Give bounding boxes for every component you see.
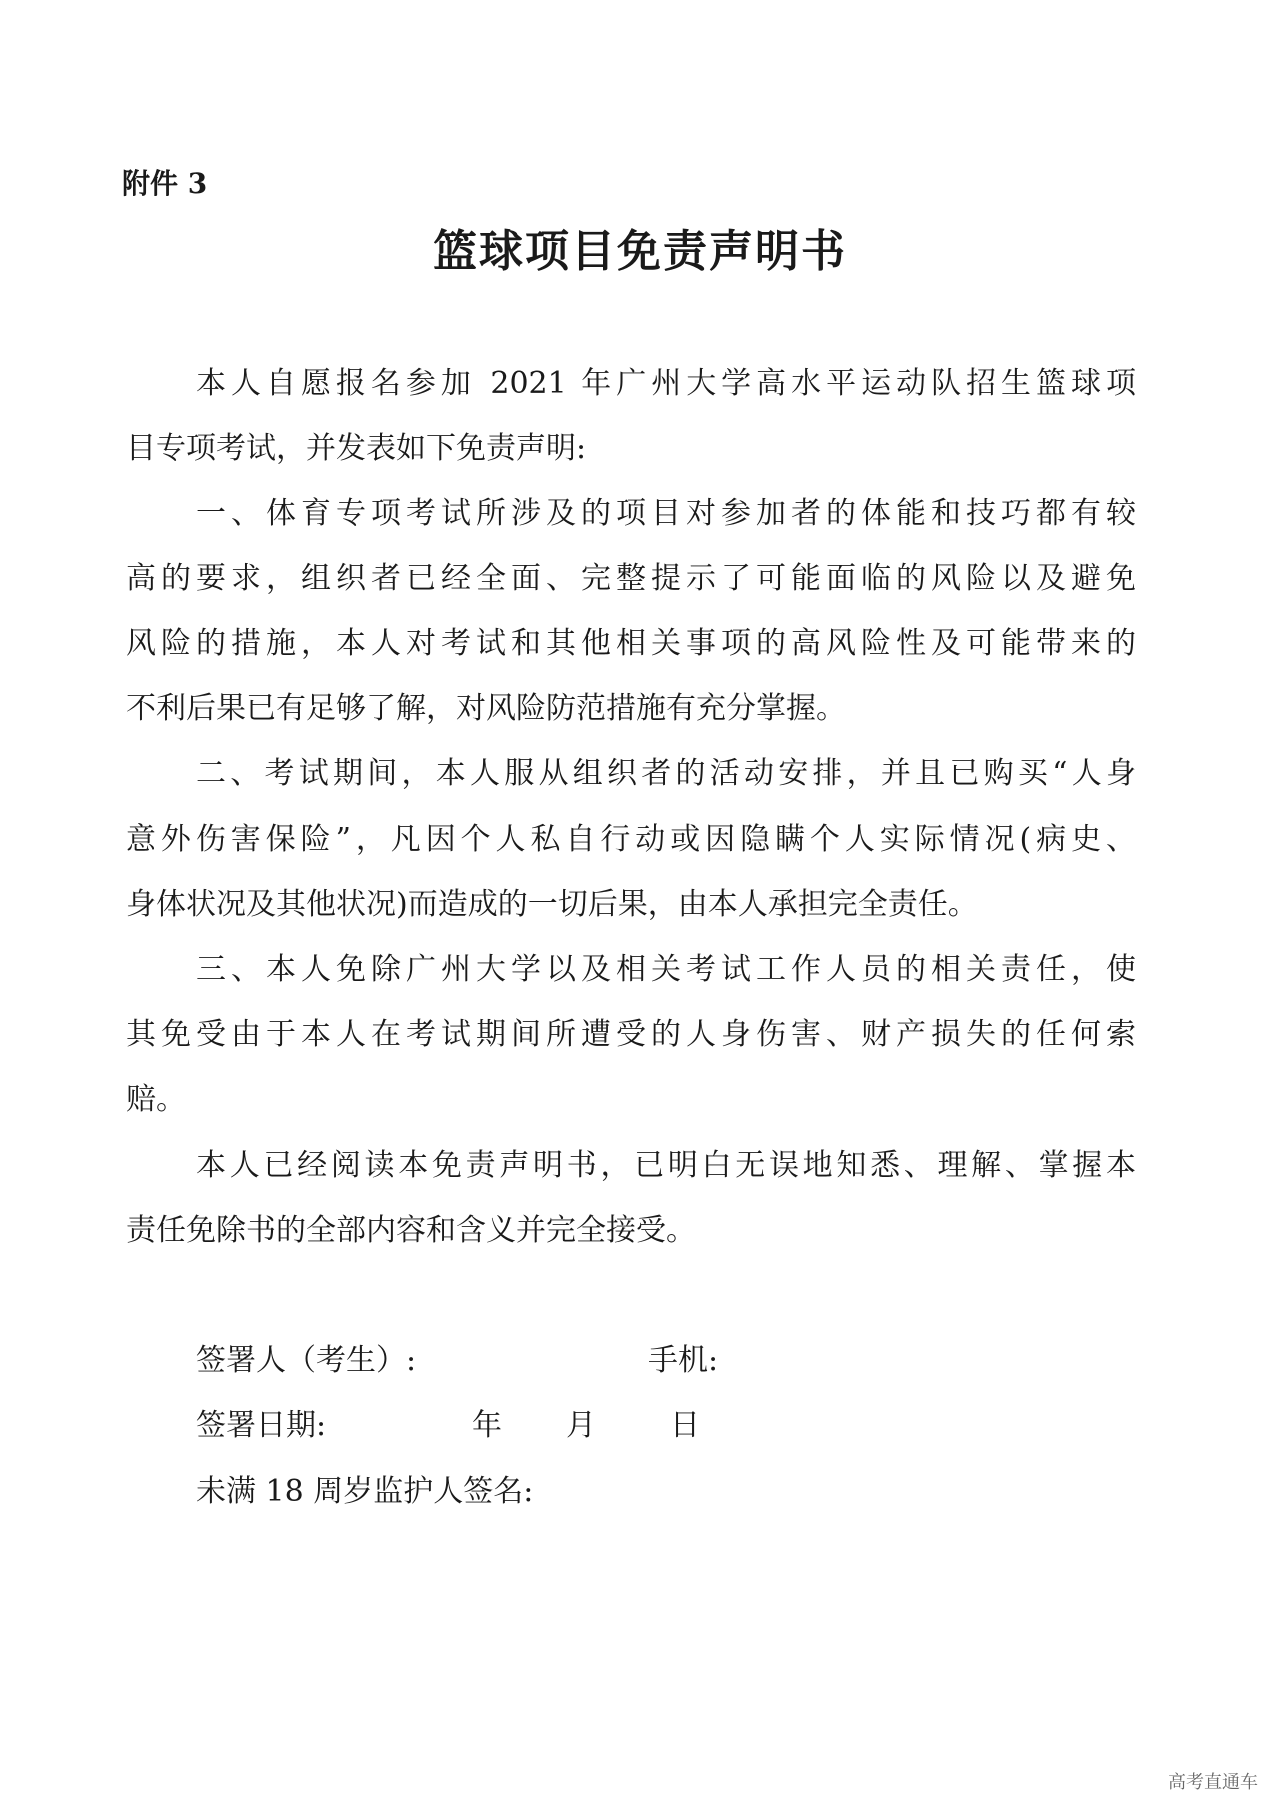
- body-line: 本人已经阅读本免责声明书，已明白无误地知悉、理解、掌握本: [196, 1148, 1136, 1183]
- date-day: 日: [670, 1408, 700, 1443]
- body-line: 目专项考试，并发表如下免责声明:: [126, 431, 587, 466]
- phone-label: 手机:: [648, 1343, 719, 1378]
- signer-label: 签署人（考生）:: [196, 1343, 417, 1378]
- body-line: 责任免除书的全部内容和含义并完全接受。: [126, 1213, 696, 1248]
- body-line: 本人自愿报名参加 2021 年广州大学高水平运动队招生篮球项: [196, 366, 1136, 401]
- date-label: 签署日期:: [196, 1408, 327, 1443]
- body-line: 意外伤害保险”，凡因个人私自行动或因隐瞒个人实际情况(病史、: [126, 822, 1136, 857]
- body-line: 一、体育专项考试所涉及的项目对参加者的体能和技巧都有较: [196, 496, 1136, 531]
- body-line: 风险的措施，本人对考试和其他相关事项的高风险性及可能带来的: [126, 626, 1136, 661]
- body-line: 二、考试期间，本人服从组织者的活动安排，并且已购买“人身: [196, 756, 1136, 791]
- body-line: 其免受由于本人在考试期间所遭受的人身伤害、财产损失的任何索: [126, 1017, 1136, 1052]
- watermark: 高考直通车: [1168, 1772, 1258, 1793]
- body-line: 高的要求，组织者已经全面、完整提示了可能面临的风险以及避免: [126, 561, 1136, 596]
- date-year: 年: [472, 1408, 502, 1443]
- guardian-label: 未满 18 周岁监护人签名:: [196, 1474, 534, 1509]
- document-title: 篮球项目免责声明书: [433, 226, 847, 277]
- body-line: 三、本人免除广州大学以及相关考试工作人员的相关责任，使: [196, 952, 1136, 987]
- body-line: 不利后果已有足够了解，对风险防范措施有充分掌握。: [126, 691, 846, 726]
- body-line: 赔。: [126, 1082, 186, 1117]
- body-line: 身体状况及其他状况)而造成的一切后果，由本人承担完全责任。: [126, 887, 978, 922]
- annex-label: 附件 3: [122, 167, 208, 200]
- date-month: 月: [566, 1408, 596, 1443]
